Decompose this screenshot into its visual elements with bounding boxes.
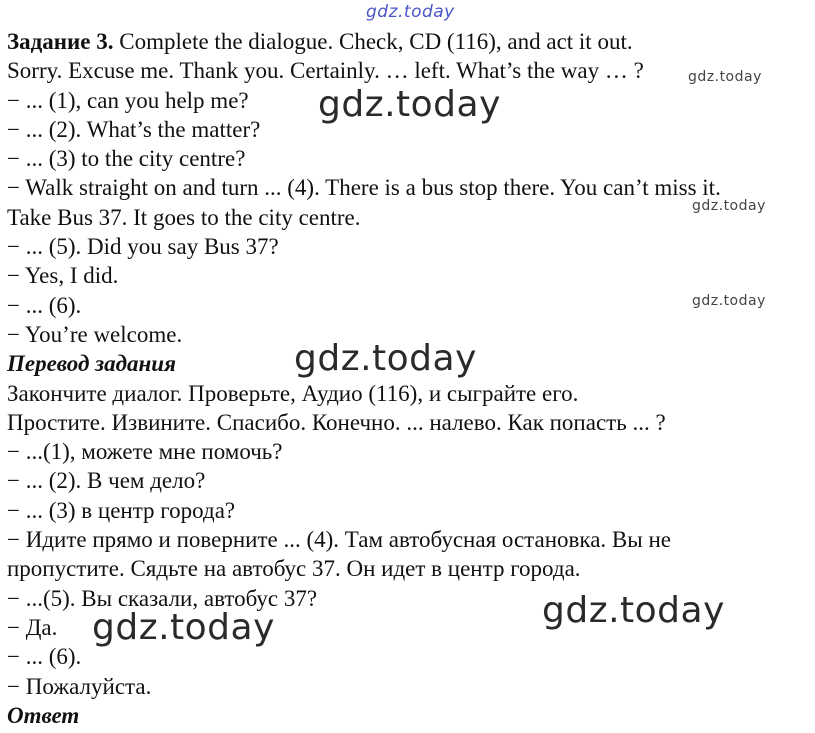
document-body (7, 27, 812, 730)
translation-dialogue-line: − ... (3) в центр города? (7, 497, 236, 523)
translation-dialogue-line: − ... (6). (7, 644, 82, 670)
translation-instruction: Закончите диалог. Проверьте, Аудио (116), и сыграйте его. (7, 380, 579, 406)
watermark-large: gdz.today (92, 607, 275, 648)
dialogue-line: − ... (5). Did you say Bus 37? (7, 234, 279, 260)
dialogue-line: − Yes, I did. (7, 263, 119, 289)
watermark-large: gdz.today (318, 84, 501, 125)
dialogue-line: − ... (2). What’s the matter? (7, 116, 261, 142)
task-label: Задание 3. (7, 29, 114, 54)
translation-dialogue-line: − ...(1), можете мне помочь? (7, 439, 283, 465)
dialogue-line: − You’re welcome. (7, 321, 183, 347)
answer-heading: Ответ (7, 702, 80, 728)
translation-dialogue-line: − Идите прямо и поверните ... (4). Там автобусная остановка. Вы не (7, 527, 671, 553)
watermark-small: gdz.today (692, 198, 766, 214)
dialogue-line: − ... (6). (7, 292, 82, 318)
watermark-large: gdz.today (542, 590, 725, 631)
translation-dialogue-line: − Пожалуйста. (7, 673, 152, 699)
watermark-small: gdz.today (688, 69, 762, 85)
task-word-bank: Sorry. Excuse me. Thank you. Certainly. … left. What’s the way … ? (7, 58, 644, 84)
translation-dialogue-line: − ...(5). Вы сказали, автобус 37? (7, 585, 318, 611)
dialogue-line: − ... (1), can you help me? (7, 87, 249, 113)
watermark-large: gdz.today (294, 338, 477, 379)
task-instruction (7, 27, 812, 56)
translation-dialogue-line: − Да. (7, 614, 58, 640)
watermark-small: gdz.today (692, 293, 766, 309)
task-instruction-text: Complete the dialogue. Check, CD (116), and act it out. (113, 29, 633, 54)
translation-dialogue-line: − ... (2). В чем дело? (7, 468, 206, 494)
translation-heading: Перевод задания (7, 351, 176, 377)
dialogue-line: Take Bus 37. It goes to the city centre. (7, 204, 361, 230)
dialogue-line: − Walk straight on and turn ... (4). There is a bus stop there. You can’t miss it. (7, 175, 721, 201)
translation-dialogue-line: пропустите. Сядьте на автобус 37. Он идет в центр города. (7, 556, 581, 582)
translation-word-bank: Простите. Извините. Спасибо. Конечно. ... налево. Как попасть ... ? (7, 409, 666, 435)
watermark-top: gdz.today (366, 2, 455, 22)
dialogue-line: − ... (3) to the city centre? (7, 146, 246, 172)
